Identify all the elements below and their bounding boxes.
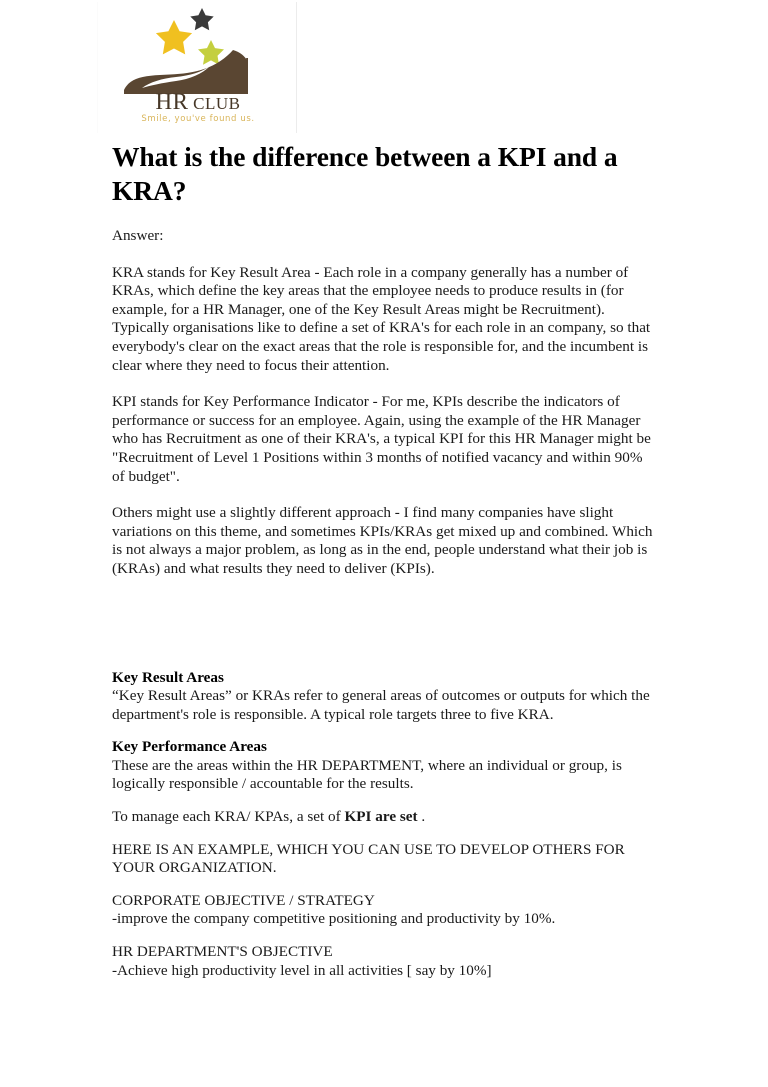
objective-heading-hr-department: HR DEPARTMENT'S OBJECTIVE xyxy=(112,943,333,961)
star-small-icon xyxy=(190,8,213,30)
star-large-icon xyxy=(156,20,192,54)
answer-label: Answer: xyxy=(112,227,164,244)
section-heading-key-result-areas: Key Result Areas xyxy=(112,668,224,686)
kpi-note-suffix: . xyxy=(417,808,426,826)
objective-line-corporate: -improve the company competitive positioning and productivity by 10%. xyxy=(112,910,556,928)
section-heading-key-performance-areas: Key Performance Areas xyxy=(112,738,267,756)
hr-club-logo xyxy=(97,2,297,133)
kpi-note xyxy=(112,808,658,827)
section-body-key-performance-areas: These are the areas within the HR DEPARTMENT, where an individual or group, is logically responsible / accountable for the results. xyxy=(112,756,622,793)
paragraph-others-approach: Others might use a slightly different approach - I find many companies have slight variations on this theme, and sometimes KPIs/KRAs get mixed up and combined. Which is not always a major problem, as long as in the end, people understand what their job is (KRAs) and what results they need to deliver (KPIs). xyxy=(112,504,653,577)
hand-icon xyxy=(124,50,248,94)
document-content xyxy=(112,140,658,980)
logo-wordmark xyxy=(98,90,297,113)
page-title: What is the difference between a KPI and a KRA? xyxy=(112,141,618,206)
logo-artwork xyxy=(98,2,297,94)
paragraph-kpi-definition: KPI stands for Key Performance Indicator - For me, KPIs describe the indicators of performance or success for an employee. Again, using the example of the HR Manager who has Recruitment as one of their KRA's, a typical KPI for this HR Manager might be "Recruitment of Level 1 Positions within 3 months of notified vacancy and within 90% of budget". xyxy=(112,393,651,485)
logo-tagline: Smile, you've found us. xyxy=(141,114,255,124)
star-medium-icon xyxy=(198,40,224,65)
section-body-key-result-areas: “Key Result Areas” or KRAs refer to general areas of outcomes or outputs for which the department's role is responsible. A typical role targets three to five KRA. xyxy=(112,687,650,723)
example-intro: HERE IS AN EXAMPLE, WHICH YOU CAN USE TO DEVELOP OTHERS FOR YOUR ORGANIZATION. xyxy=(112,840,625,877)
objective-line-hr-department: -Achieve high productivity level in all activities [ say by 10%] xyxy=(112,961,492,979)
kpi-note-bold: KPI are set xyxy=(344,808,418,826)
logo-wordmark-primary: HR xyxy=(155,89,189,114)
objective-heading-corporate: CORPORATE OBJECTIVE / STRATEGY xyxy=(112,891,375,909)
logo-wordmark-secondary: CLUB xyxy=(193,94,241,113)
paragraph-kra-definition: KRA stands for Key Result Area - Each role in a company generally has a number of KRAs, which define the key areas that the employee needs to produce results in (for example, for a HR Manager, one of the Key Result Areas might be Recruitment). Typically organisations like to define a set of KRA's for each role in an company, so that everybody's clear on the exact areas that the role is responsible for, and the incumbent is clear where they need to focus their attention. xyxy=(112,263,651,374)
kpi-note-prefix: To manage each KRA/ KPAs, a set of xyxy=(112,808,345,826)
